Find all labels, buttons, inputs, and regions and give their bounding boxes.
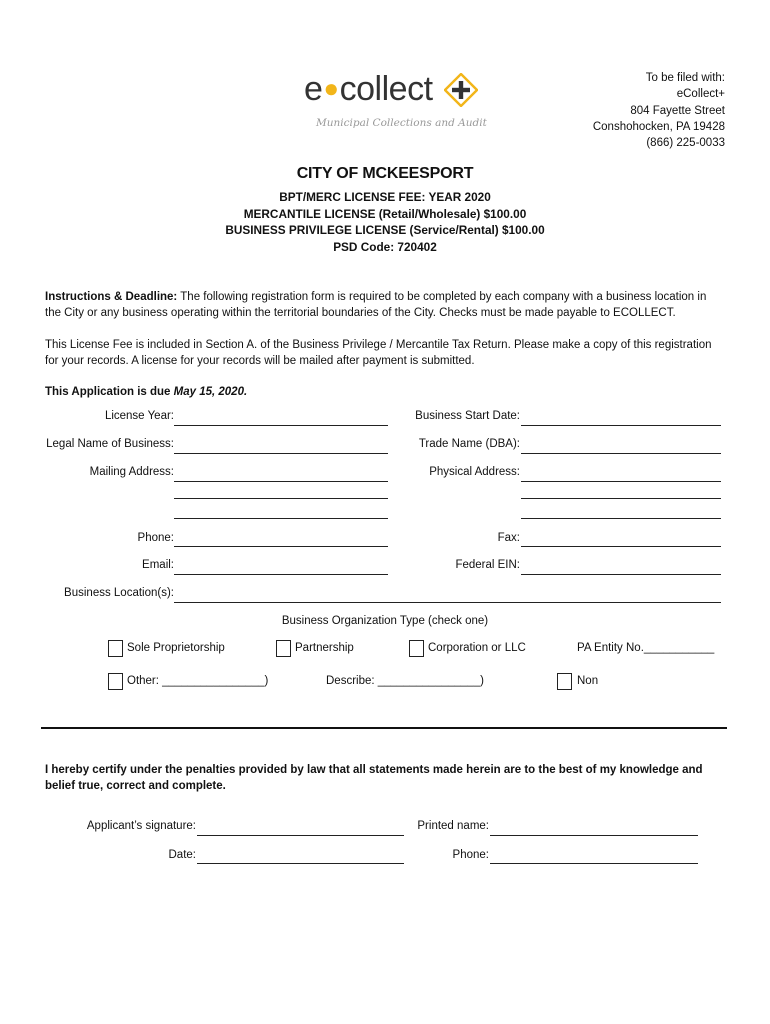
pa-entity-field[interactable]: PA Entity No.___________ <box>577 642 715 654</box>
fax-field[interactable] <box>521 546 721 547</box>
date-field[interactable] <box>197 863 404 864</box>
ecollect-logo <box>304 68 486 134</box>
email-label: Email: <box>142 559 174 571</box>
psd-code-line: PSD Code: 720402 <box>333 239 437 254</box>
federal-ein-label: Federal EIN: <box>455 559 520 571</box>
due-date: May 15, 2020. <box>173 386 248 398</box>
filing-line: 804 Fayette Street <box>630 104 725 117</box>
filing-address <box>593 70 725 151</box>
instructions-text: The following registration form is required to be completed by each company with a business location in the City or any business operating within the territorial boundaries of the City. Checks must be made payable to ECOLLECT. <box>45 291 707 319</box>
phone-field[interactable] <box>174 546 388 547</box>
legal-name-field[interactable] <box>174 453 388 454</box>
sole-proprietorship-checkbox[interactable] <box>108 640 123 657</box>
non-checkbox[interactable] <box>557 673 572 690</box>
phone-label: Phone: <box>137 532 174 544</box>
mercantile-fee-line: MERCANTILE LICENSE (Retail/Wholesale) $100.00 <box>243 206 527 221</box>
signature-label: Applicant’s signature: <box>86 820 196 832</box>
partnership-checkbox[interactable] <box>276 640 291 657</box>
trade-name-label: Trade Name (DBA): <box>418 438 520 450</box>
mailing-address-field-3[interactable] <box>174 518 388 519</box>
printed-name-label: Printed name: <box>417 820 489 832</box>
mailing-address-label: Mailing Address: <box>89 466 174 478</box>
applicant-phone-field[interactable] <box>490 863 698 864</box>
instructions-label: Instructions & Deadline: <box>45 291 178 303</box>
fee-paragraph: This License Fee is included in Section A. of the Business Privilege / Mercantile Tax Return. Please make a copy of this registration for your records. A license for your records will be mailed after payment is submitted. <box>45 339 712 367</box>
instructions-paragraph <box>45 289 725 321</box>
applicant-phone-label: Phone: <box>452 849 489 861</box>
printed-name-field[interactable] <box>490 835 698 836</box>
other-field[interactable]: Other: ________________) <box>127 675 269 687</box>
non-label: Non <box>577 675 599 687</box>
corporation-label: Corporation or LLC <box>428 642 526 654</box>
filing-line: eCollect+ <box>676 88 725 101</box>
legal-name-label: Legal Name of Business: <box>46 438 174 450</box>
physical-address-field-2[interactable] <box>521 498 721 499</box>
filing-line: To be filed with: <box>645 72 725 84</box>
business-start-date-label: Business Start Date: <box>415 410 520 422</box>
corporation-checkbox[interactable] <box>409 640 424 657</box>
describe-field[interactable]: Describe: ________________) <box>326 675 484 687</box>
filing-line: Conshohocken, PA 19428 <box>592 120 725 133</box>
partnership-label: Partnership <box>295 642 354 654</box>
other-checkbox[interactable] <box>108 673 123 690</box>
page-title: CITY OF MCKEESPORT <box>296 165 474 182</box>
license-year-label: License Year: <box>104 410 174 422</box>
mailing-address-field[interactable] <box>174 481 388 482</box>
physical-address-field-3[interactable] <box>521 518 721 519</box>
fax-label: Fax: <box>497 532 520 544</box>
filing-line: (866) 225-0033 <box>646 137 725 150</box>
logo-wordmark: e●collect <box>304 70 433 108</box>
date-label: Date: <box>168 849 196 861</box>
email-field[interactable] <box>174 574 388 575</box>
business-locations-label: Business Location(s): <box>64 587 174 599</box>
license-header <box>0 189 770 255</box>
business-locations-field[interactable] <box>174 602 721 603</box>
sole-proprietorship-label: Sole Proprietorship <box>127 642 225 654</box>
due-date-line <box>45 384 725 400</box>
trade-name-field[interactable] <box>521 453 721 454</box>
org-type-heading: Business Organization Type (check one) <box>281 615 489 627</box>
federal-ein-field[interactable] <box>521 574 721 575</box>
physical-address-field[interactable] <box>521 481 721 482</box>
section-divider <box>41 727 727 729</box>
physical-address-label: Physical Address: <box>429 466 520 478</box>
signature-field[interactable] <box>197 835 404 836</box>
license-year-field[interactable] <box>174 425 388 426</box>
due-label: This Application is due <box>45 386 174 398</box>
business-start-date-field[interactable] <box>521 425 721 426</box>
privilege-fee-line: BUSINESS PRIVILEGE LICENSE (Service/Rental) $100.00 <box>225 223 545 237</box>
plus-diamond-icon <box>444 73 478 107</box>
logo-tagline: Municipal Collections and Audit <box>316 117 487 129</box>
mailing-address-field-2[interactable] <box>174 498 388 499</box>
certification-text: I hereby certify under the penalties provided by law that all statements made herein are to the best of my knowledge and belief true, correct and complete. <box>45 764 703 792</box>
license-year-line: BPT/MERC LICENSE FEE: YEAR 2020 <box>279 190 491 204</box>
